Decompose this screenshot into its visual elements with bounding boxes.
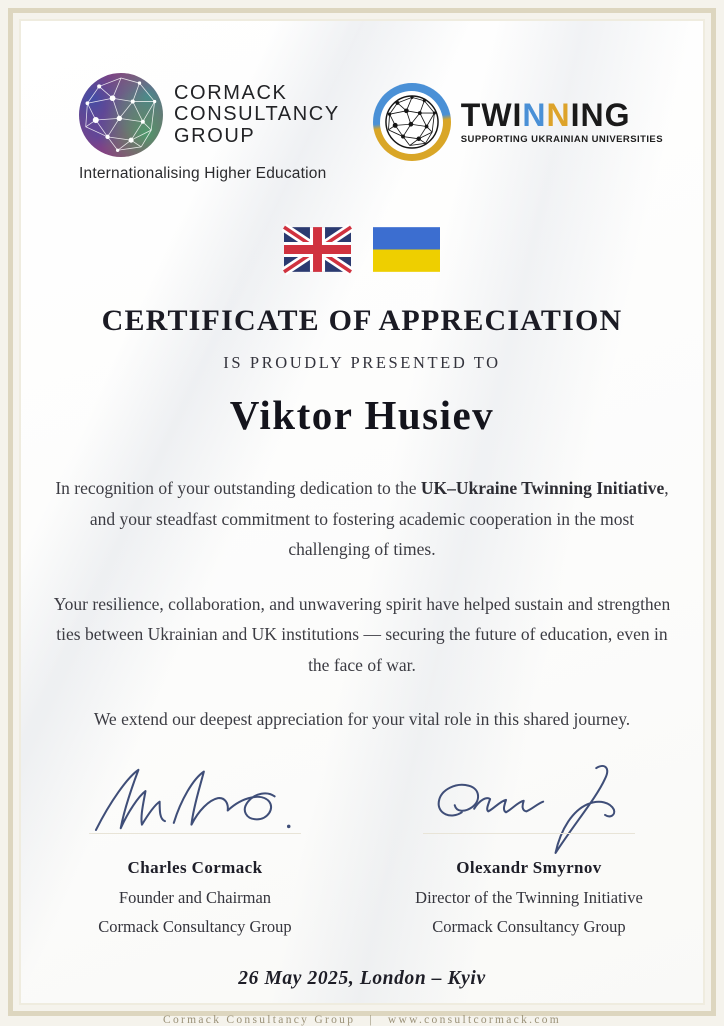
initiative-name-bold: UK–Ukraine Twinning Initiative [420, 478, 665, 498]
paragraph-1-line-3: fostering academic cooperation in the most challenging of times. [288, 508, 635, 559]
recipient-name: Viktor Husiev [229, 392, 495, 438]
twinning-text [461, 99, 663, 145]
twinning-globe-icon [373, 83, 451, 161]
twinning-wordmark [461, 99, 663, 131]
ukraine-flag [373, 227, 440, 272]
certificate-title: CERTIFICATE OF APPRECIATION [101, 304, 623, 337]
footer-separator: | [369, 1013, 374, 1026]
signature-underline [423, 833, 635, 834]
paragraph-3: We extend our deepest appreciation for your vital role in this shared journey. [93, 709, 631, 729]
signatory-role: Founder and Chairman [118, 887, 272, 907]
presented-line: IS PROUDLY PRESENTED TO [223, 353, 501, 372]
twinning-subtitle: SUPPORTING UKRAINIAN UNIVERSITIES [460, 134, 663, 145]
cormack-tagline: Internationalising Higher Education [79, 165, 327, 182]
cormack-wordmark-line2: CONSULTANCY [174, 103, 340, 126]
footer-org: Cormack Consultancy Group [162, 1013, 356, 1026]
paragraph-1-line-2-post: , and your steadfast commitment to [89, 478, 669, 529]
date-line: 26 May 2025, London – Kyiv [238, 967, 486, 989]
paragraph-2-line-1: Your resilience, collaboration, and unwavering spirit have helped sustain and [53, 593, 593, 614]
signature-underline [89, 833, 301, 834]
twinning-globe-inner [380, 91, 443, 154]
twinning-word-n-blue: N [522, 97, 547, 133]
certificate-sheet [19, 19, 705, 1026]
twinning-logo [373, 83, 663, 161]
cormack-logo [79, 73, 340, 183]
signatory-name: Olexandr Smyrnov [456, 857, 602, 877]
network-globe-icon [384, 94, 440, 150]
signatory-role: Director of the Twinning Initiative [415, 887, 643, 907]
signature-block-olexandr-smyrnov [386, 761, 672, 937]
signatory-name: Charles Cormack [127, 857, 263, 877]
certificate-content [21, 21, 703, 1026]
twinning-word-n-gold: N [546, 97, 571, 133]
signature-block-charles-cormack [52, 761, 338, 937]
cormack-logo-top [79, 73, 340, 157]
paragraph-2-line-2: strengthen ties between Ukrainian and UK institutions — securing the future of [56, 593, 671, 644]
paragraph-2 [52, 589, 672, 681]
header-logos [21, 21, 703, 183]
footer-line [163, 1014, 561, 1026]
paragraph-1-line-2-pre: to the [377, 478, 421, 498]
paragraph-2-line-3: education, even in the face of war. [308, 624, 668, 675]
cormack-wordmark [174, 83, 340, 148]
signatory-org: Cormack Consultancy Group [432, 916, 626, 936]
cormack-wordmark-line1: CORMACK [174, 81, 288, 104]
paragraph-1 [52, 473, 672, 565]
flags-row [284, 227, 440, 272]
body-text [52, 452, 672, 735]
signatory-org: Cormack Consultancy Group [98, 916, 292, 936]
uk-flag [284, 227, 351, 272]
signatures-row [52, 761, 672, 937]
paragraph-1-line-1: In recognition of your outstanding dedication [55, 478, 373, 498]
network-mesh-icon [79, 73, 163, 157]
cormack-globe-icon [79, 73, 163, 157]
twinning-word-part2: ING [570, 97, 631, 133]
twinning-word-part1: TWI [460, 97, 523, 133]
cormack-wordmark-line3: GROUP [174, 124, 256, 147]
footer-url: www.consultcormack.com [387, 1013, 562, 1026]
